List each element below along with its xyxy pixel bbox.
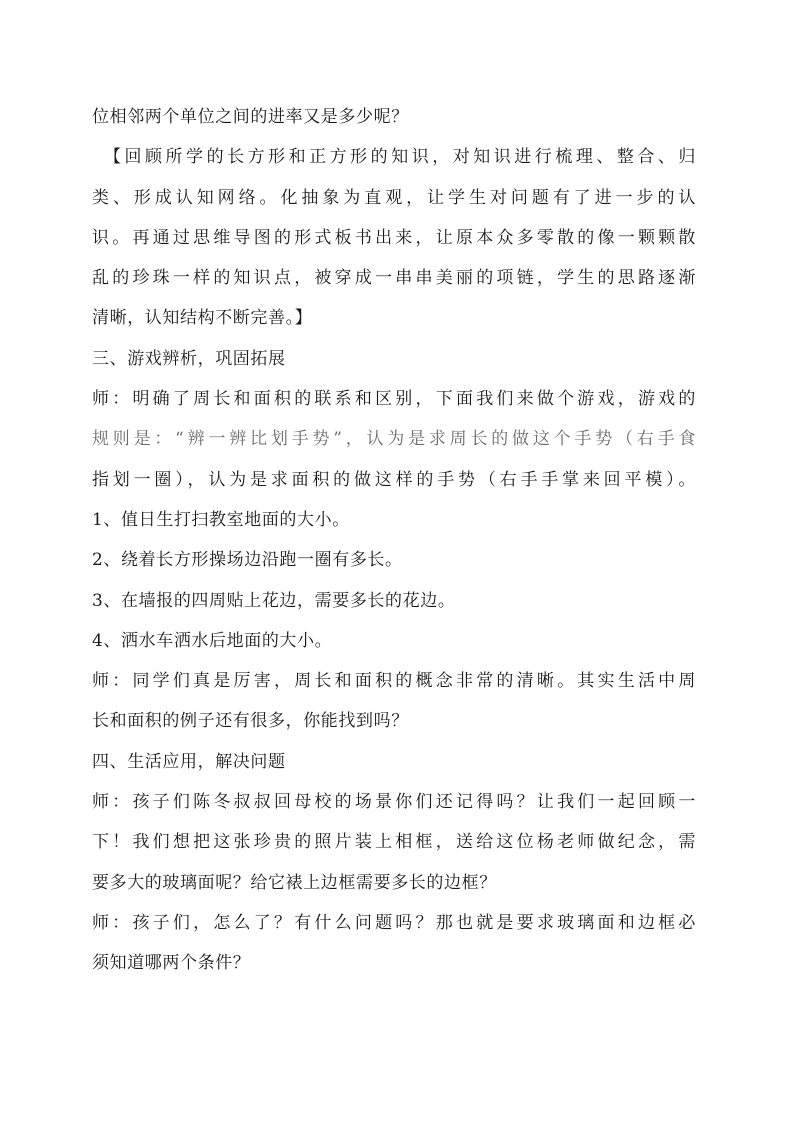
text-line: 师：同学们真是厉害，周长和面积的概念非常的清晰。其实生活中周 (92, 671, 696, 692)
text-line: 【回顾所学的长方形和正方形的知识，对知识进行梳理、整合、归 (104, 147, 696, 168)
text-line: 类、形成认知网络。化抽象为直观，让学生对问题有了进一步的认 (92, 187, 696, 208)
text-line: 长和面积的例子还有很多，你能找到吗？ (92, 711, 409, 732)
text-line: 须知道哪两个条件？ (92, 953, 251, 974)
text-line: 3、在墙报的四周贴上花边，需要多长的花边。 (92, 590, 456, 611)
text-line: 1、值日生打扫教室地面的大小。 (92, 509, 350, 530)
text-line: 要多大的玻璃面呢？给它裱上边框需要多长的边框？ (92, 872, 497, 893)
text-line: 2、绕着长方形操场边沿跑一圈有多长。 (92, 550, 403, 571)
text-line: 清晰，认知结构不断完善。】 (92, 308, 313, 329)
document-body (92, 97, 696, 984)
text-line: 4、洒水车洒水后地面的大小。 (92, 630, 333, 651)
text-line: 规则是：“辨一辨比划手势”，认为是求周长的做这个手势（右手食 (92, 429, 696, 450)
text-line: 四、生活应用，解决问题 (92, 751, 286, 772)
text-line: 识。再通过思维导图的形式板书出来，让原本众多零散的像一颗颗散 (92, 227, 696, 248)
text-line: 乱的珍珠一样的知识点，被穿成一串串美丽的项链，学生的思路逐渐 (92, 268, 696, 289)
text-line: 指划一圈），认为是求面积的做这样的手势（右手手掌来回平模）。 (92, 469, 696, 490)
text-line: 师：孩子们陈冬叔叔回母校的场景你们还记得吗？让我们一起回顾一 (92, 792, 696, 813)
text-line: 三、游戏辨析，巩固拓展 (92, 348, 286, 369)
text-line: 下！我们想把这张珍贵的照片装上相框，送给这位杨老师做纪念，需 (92, 832, 696, 853)
text-line: 师：孩子们，怎么了？有什么问题吗？那也就是要求玻璃面和边框必 (92, 912, 696, 933)
text-line: 师：明确了周长和面积的联系和区别，下面我们来做个游戏，游戏的 (92, 389, 696, 410)
text-line: 位相邻两个单位之间的进率又是多少呢？ (92, 107, 409, 127)
